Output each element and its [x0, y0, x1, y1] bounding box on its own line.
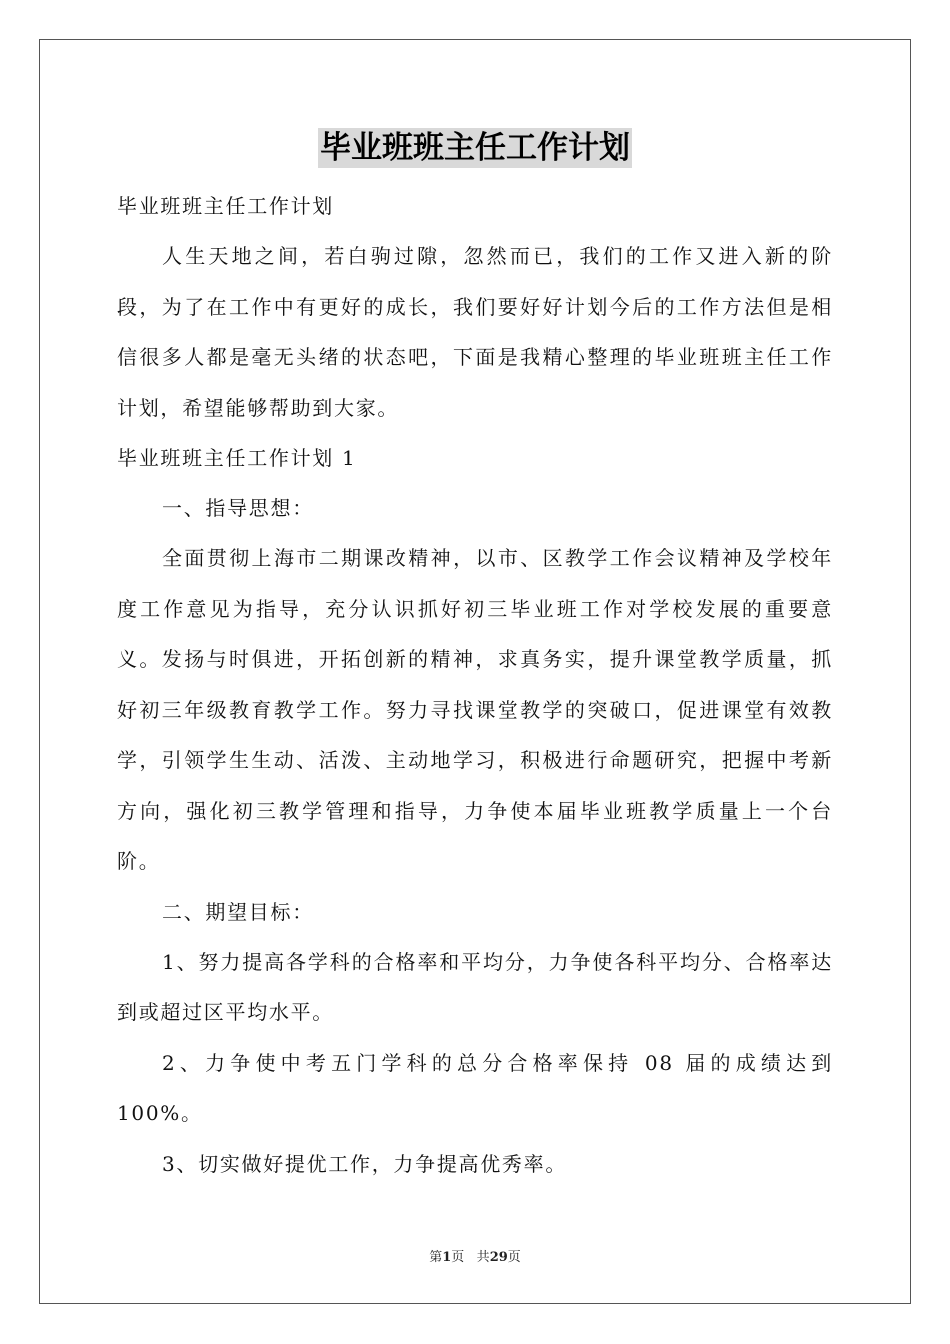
intro-paragraph: 人生天地之间，若白驹过隙，忽然而已，我们的工作又进入新的阶段，为了在工作中有更好的成长，我们要好好计划今后的工作方法但是相信很多人都是毫无头绪的状态吧，下面是我精心整理的毕业班班主任工作计划，希望能够帮助到大家。 — [117, 244, 833, 420]
guiding-ideology-paragraph: 全面贯彻上海市二期课改精神，以市、区教学工作会议精神及学校年度工作意见为指导，充分认识抓好初三毕业班工作对学校发展的重要意义。发扬与时俱进，开拓创新的精神，求真务实，提升课堂教学质量，抓好初三年级教育教学工作。努力寻找课堂教学的突破口，促进课堂有效教学，引领学生生动、活泼、主动地学习，积极进行命题研究，把握中考新方向，强化初三教学管理和指导，力争使本届毕业班教学质量上一个台阶。 — [117, 546, 833, 873]
goal-item-1: 1、努力提高各学科的合格率和平均分，力争使各科平均分、合格率达到或超过区平均水平。 — [117, 949, 833, 1024]
page-footer — [0, 1246, 950, 1265]
page-suffix: 页 — [451, 1250, 465, 1265]
page-number: 1 — [442, 1250, 452, 1265]
section-title: 毕业班班主任工作计划 1 — [117, 446, 357, 470]
document-body — [117, 181, 833, 1189]
page-prefix: 第 — [429, 1250, 443, 1265]
document-subtitle: 毕业班班主任工作计划 — [117, 194, 334, 218]
goal-item-3: 3、切实做好提优工作，力争提高优秀率。 — [162, 1151, 568, 1176]
heading-expected-goals: 二、期望目标： — [162, 899, 314, 924]
total-suffix: 页 — [507, 1250, 521, 1265]
goal-item-2: 2、力争使中考五门学科的总分合格率保持 08 届的成绩达到 100%。 — [117, 1050, 833, 1125]
heading-guiding-ideology: 一、指导思想： — [162, 496, 314, 520]
title-container — [0, 128, 950, 168]
total-pages: 29 — [489, 1250, 508, 1265]
document-title: 毕业班班主任工作计划 — [320, 130, 630, 166]
total-prefix: 共 — [476, 1250, 490, 1265]
